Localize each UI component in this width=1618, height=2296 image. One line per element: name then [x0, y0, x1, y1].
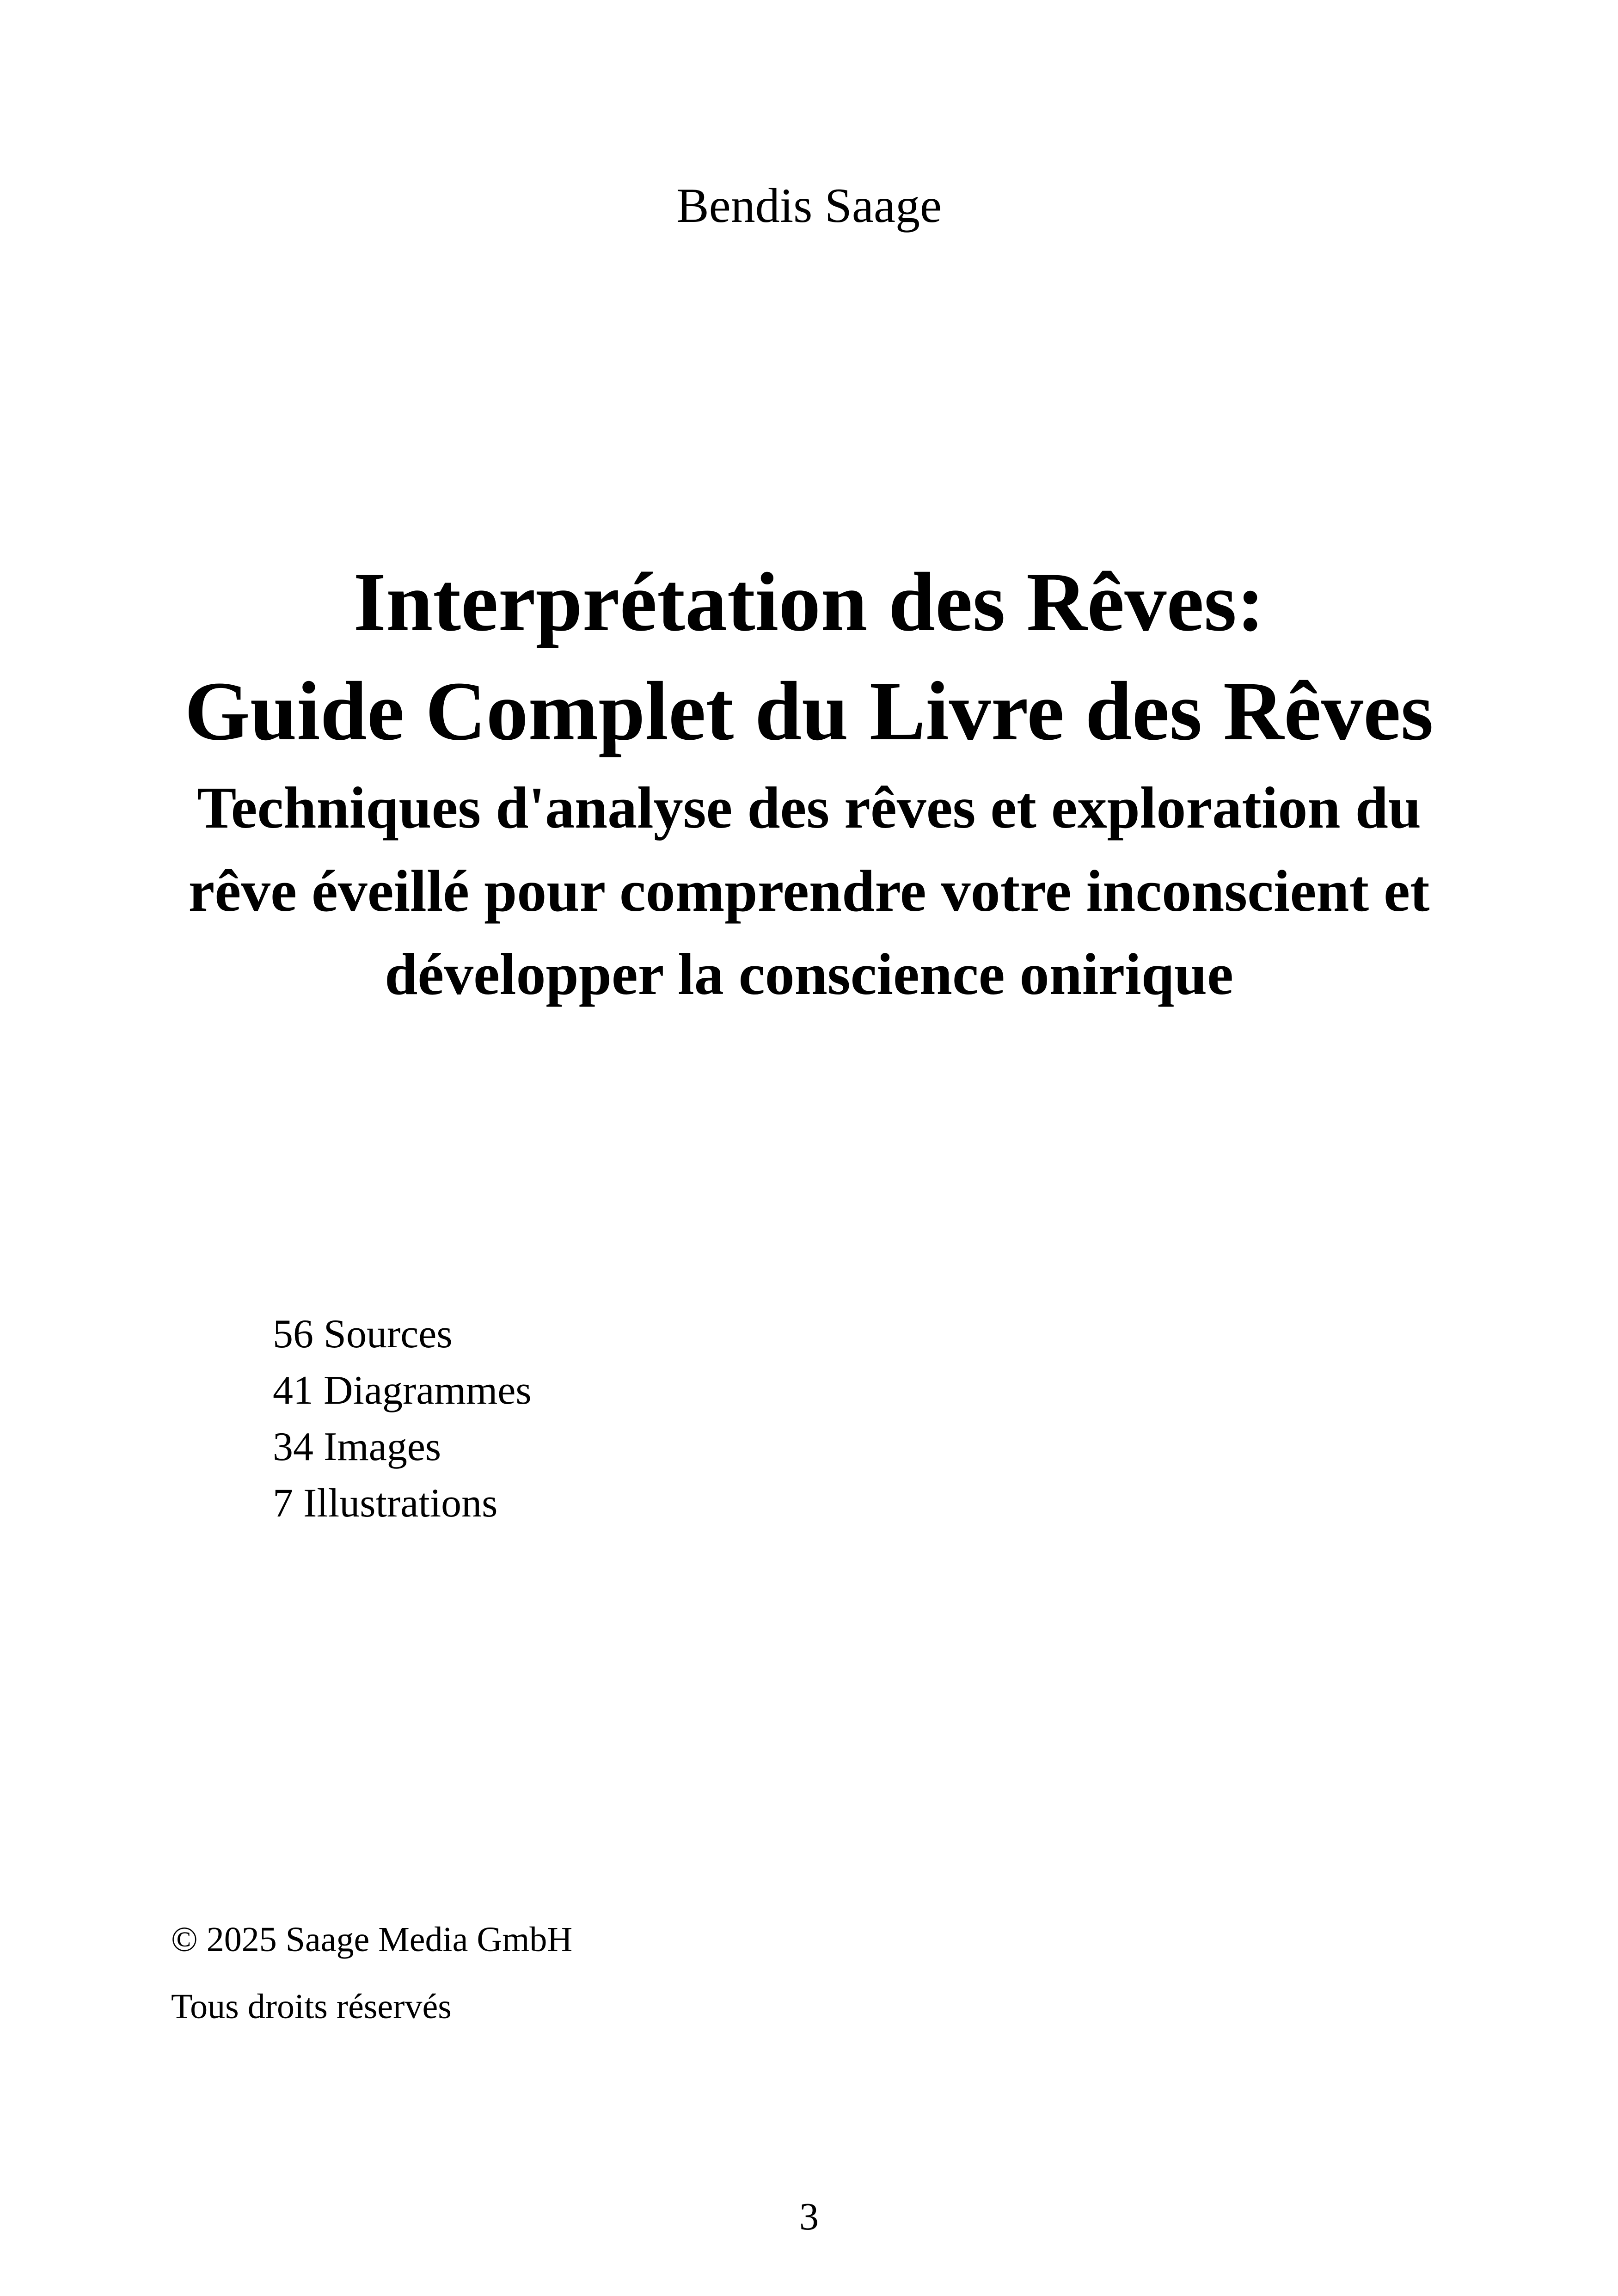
book-title-line-2: Guide Complet du Livre des Rêves	[184, 665, 1434, 758]
page-number: 3	[799, 2195, 819, 2238]
book-title-line-1: Interprétation des Rêves:	[353, 556, 1265, 649]
content-stats-list	[273, 1306, 532, 1532]
stat-diagrams: 41 Diagrammes	[273, 1368, 532, 1413]
stat-images: 34 Images	[273, 1424, 441, 1469]
book-subtitle: Techniques d'analyse des rêves et exploration du rêve éveillé pour comprendre votre inconscient et développer la conscience onirique	[188, 775, 1430, 1007]
rights-notice: Tous droits réservés	[171, 1987, 452, 2026]
author-name: Bendis Saage	[676, 178, 942, 233]
copyright-notice: © 2025 Saage Media GmbH	[171, 1920, 573, 1959]
stat-illustrations: 7 Illustrations	[273, 1481, 498, 1526]
book-title-block	[116, 548, 1502, 1016]
stat-sources: 56 Sources	[273, 1312, 453, 1357]
